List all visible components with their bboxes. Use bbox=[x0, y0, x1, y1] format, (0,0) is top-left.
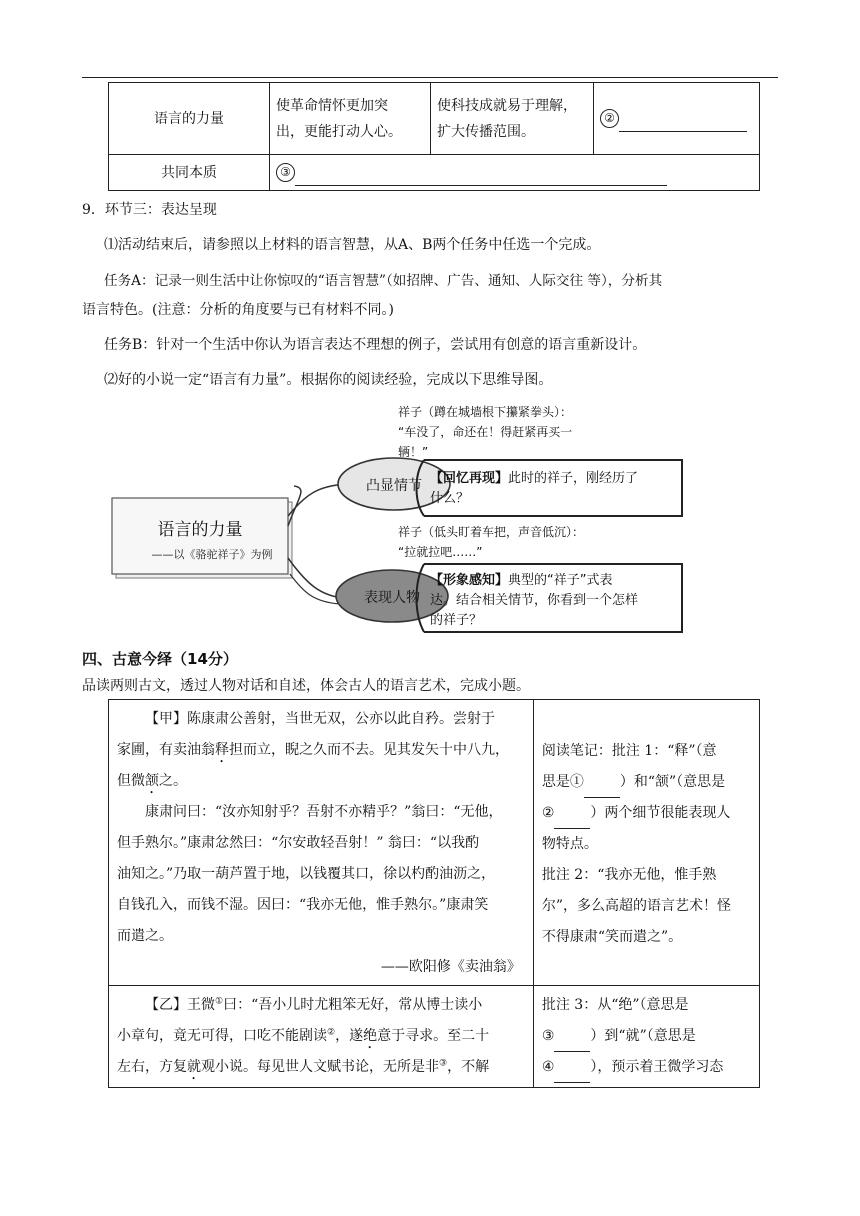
node-character-label: 表现人物 bbox=[364, 590, 420, 606]
box2-tag: 【形象感知】 bbox=[430, 573, 509, 588]
footnote-marker: ② bbox=[327, 1027, 336, 1038]
section-title: 四、古意今绎（14分） bbox=[82, 650, 238, 668]
box1-text: 此时的祥子，刚经历了 bbox=[508, 471, 639, 486]
dotted-char: 就 bbox=[187, 1059, 201, 1075]
footnote-marker: ③ bbox=[439, 1058, 448, 1069]
cell-line: 使科技成就易于理解， bbox=[437, 97, 577, 114]
table-row bbox=[109, 986, 760, 1088]
dotted-char: 颔 bbox=[145, 773, 159, 789]
answer-cell-2[interactable] bbox=[594, 83, 760, 155]
classical-text-table bbox=[108, 699, 760, 1088]
quote1-line: 辆！” bbox=[398, 445, 429, 459]
box2-line3: 的祥子？ bbox=[430, 613, 483, 628]
node-plot-label: 凸显情节 bbox=[366, 478, 422, 494]
task-b: 任务B：针对一个生活中你认为语言表达不理想的例子，尝试用有创意的语言重新设计。 bbox=[104, 337, 647, 353]
box2-line1 bbox=[430, 572, 613, 588]
reading-notes-2: 批注 3：从“绝”（意思是 ③ ）到“就”（意思是 ④ ），预示着王微学习态 bbox=[533, 986, 759, 1088]
reading-notes-1: 阅读笔记：批注 1：“释”（意 思是① ）和“颔”（意思是 ② ）两个细节很能表现人 物特点。 批注 2：“我亦无他，惟手熟 尔”，多么高超的语言艺术！怪 不得康肃“笑而遣之”。 bbox=[533, 700, 759, 986]
task-a-line2: 语言特色。(注意：分析的角度要与已有材料不同。) bbox=[82, 302, 394, 318]
question-title: 9．环节三：表达呈现 bbox=[82, 202, 217, 218]
cell-line: 使革命情怀更加突 bbox=[276, 97, 388, 114]
answer-blank-2[interactable] bbox=[554, 810, 590, 829]
row-label: 共同本质 bbox=[109, 155, 270, 191]
quote2-line: “拉就拉吧……” bbox=[398, 545, 483, 559]
dotted-char: 释 bbox=[215, 742, 229, 758]
center-subtitle: ——以《骆驼祥子》为例 bbox=[151, 548, 273, 561]
row-label: 语言的力量 bbox=[109, 83, 270, 155]
source: ——欧阳修《卖油翁》 bbox=[380, 959, 521, 975]
mind-map bbox=[108, 398, 688, 638]
answer-blank-4[interactable] bbox=[554, 1064, 590, 1083]
box1-line1 bbox=[430, 470, 638, 486]
cell-line: 出，更能打动人心。 bbox=[276, 123, 402, 140]
box2-line2: 达。结合相关情节，你看到一个怎样 bbox=[430, 593, 639, 608]
footnote-marker: ① bbox=[215, 996, 224, 1007]
text-yi: 【乙】王微①曰：“吾小儿时尤粗笨无好，常从博士读小 小章句，竟无可得，口吃不能剧读②，遂绝意于寻求。至二十 左右，方复就观小说。每见世人文赋书论，无所是非③，不解 bbox=[109, 986, 534, 1088]
answer-cell-3[interactable] bbox=[270, 155, 760, 191]
answer-marker: ② bbox=[600, 109, 619, 128]
section-intro: 品读两则古文，透过人物对话和自述，体会古人的语言艺术，完成小题。 bbox=[82, 678, 530, 694]
answer-marker: ③ bbox=[276, 163, 295, 182]
quote2-line: 祥子（低头盯着车把，声音低沉）： bbox=[398, 525, 585, 539]
answer-blank[interactable] bbox=[619, 131, 747, 132]
top-rule bbox=[82, 77, 778, 78]
cell-line: 扩大传播范围。 bbox=[437, 123, 535, 140]
center-title: 语言的力量 bbox=[157, 520, 243, 540]
task-a-line1: 任务A：记录一则生活中让你惊叹的“语言智慧”（如招牌、广告、通知、人际交往 等），分析其 bbox=[104, 273, 663, 289]
cell-col1 bbox=[270, 83, 431, 155]
cell-col2 bbox=[431, 83, 594, 155]
summary-table bbox=[108, 82, 760, 191]
question-text: ⑵好的小说一定“语言有力量”。根据你的阅读经验，完成以下思维导图。 bbox=[104, 372, 553, 388]
answer-blank[interactable] bbox=[295, 185, 667, 186]
question-text: ⑴活动结束后，请参照以上材料的语言智慧，从A、B两个任务中任选一个完成。 bbox=[104, 237, 601, 253]
quote1-line: 祥子（蹲在城墙根下攥紧拳头）： bbox=[398, 405, 573, 419]
box1-tag: 【回忆再现】 bbox=[430, 471, 509, 486]
box1-line2: 什么？ bbox=[430, 491, 470, 506]
table-row bbox=[109, 700, 760, 986]
quote1-line: “车没了，命还在！得赶紧再买一 bbox=[398, 425, 573, 439]
table-row bbox=[109, 83, 760, 155]
dotted-char: 绝 bbox=[363, 1028, 378, 1044]
answer-blank-1[interactable] bbox=[584, 779, 620, 798]
box2-text: 典型的“祥子”式表 bbox=[508, 573, 613, 588]
answer-blank-3[interactable] bbox=[554, 1033, 590, 1052]
text-jia: 【甲】陈康肃公善射，当世无双，公亦以此自矜。尝射于 家圃，有卖油翁释担而立，睨之久而不去。见其发矢十中八九， 但微颔之。 康肃问曰：“汝亦知射乎？吾射不亦精乎？”翁曰：“无他， 但手熟尔。”康肃忿然曰：“尔安敢轻吾射！” 翁曰：“以我酌 油知之。”乃取一葫芦置于地，以钱覆其口，徐以杓酌油沥之， 自钱孔入，而钱不湿。因曰：“我亦无他，惟手熟尔。”康肃笑 而遣之。 ——欧阳修《卖油翁》 bbox=[109, 700, 534, 986]
table-row bbox=[109, 155, 760, 191]
